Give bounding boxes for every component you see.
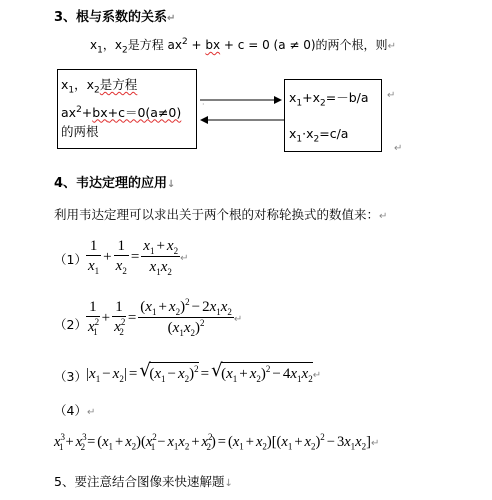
lb-plus: + — [81, 104, 93, 120]
formula-3: $|x_1 - x_2|$ = √ $(x_1 - x_2)^2$ = √ $(x_1 + x_2)^2$ − $4x_1x_2↵$ — [86, 360, 322, 384]
section-5-title — [54, 472, 233, 490]
condition-line-3: 的两根 — [61, 123, 99, 139]
lb-sub2: 2 — [94, 85, 100, 96]
formula-2: $\frac{1}{x^2_1}$ + $\frac{1}{x^2_2}$ = $\frac{(x_1 + x_2)^2 - 2x_1x_2}{(x_1x_2)^2}$ ↵ — [88, 297, 243, 338]
description-text: 利用韦达定理可以求出关于两个根的对称轮换式的数值来： — [54, 207, 380, 222]
vieta-product — [289, 126, 348, 145]
lb-ax: ax — [61, 104, 77, 120]
line-break-mark: ↓ — [167, 179, 176, 190]
rb-x1: x — [289, 90, 297, 105]
section-4-title — [54, 172, 175, 191]
lb-x1: x — [61, 77, 69, 92]
lb-rest: +c＝0(a≠0) — [107, 104, 182, 120]
rb-plus-x2: +x — [302, 90, 321, 105]
intro-plus: + — [187, 38, 206, 52]
rb-psub1: 1 — [296, 134, 303, 145]
paragraph-mark: ↵ — [387, 90, 396, 101]
formula-1-label: （1） — [54, 252, 87, 267]
formula-4: $x^3_1 + x^3_2 = (x_1 + x_2)(x^2_1 - x_1x_2 + x^2_2) = (x_1 + x_2)[(x_1 + x_2)^2$ − $3x_1x_2]↵$ — [54, 432, 380, 452]
formula-2-label: （2） — [54, 317, 87, 332]
lb-sup: 2 — [76, 104, 82, 115]
formula-4-label — [54, 401, 95, 419]
vieta-box — [284, 79, 382, 152]
paragraph-mark: ↵ — [394, 143, 403, 154]
double-arrow-icon — [196, 90, 290, 130]
paragraph-mark: ↵ — [379, 211, 388, 222]
vieta-sum — [289, 88, 369, 109]
formula-3-label: （3） — [54, 369, 87, 384]
condition-line-2 — [61, 101, 181, 122]
rb-sub1: 1 — [296, 98, 303, 109]
section-4-title-text: 4、韦达定理的应用 — [54, 176, 168, 191]
intro-sub1: 1 — [97, 45, 103, 56]
intro-sep: ，x — [102, 38, 122, 52]
svg-text:·: · — [202, 100, 205, 109]
section-3-title — [54, 6, 175, 25]
line-break-mark: ↓ — [224, 478, 233, 489]
description — [54, 205, 387, 223]
intro-line — [90, 36, 396, 55]
paragraph-mark: ↵ — [86, 407, 96, 418]
intro-mid: 是方程 ax — [127, 38, 182, 52]
condition-box — [57, 69, 197, 149]
intro-x: x — [90, 38, 98, 52]
intro-sup: 2 — [181, 37, 188, 47]
formula-4-label-text: （4） — [54, 403, 87, 418]
formula-1: $\frac{1}{x_1}$ + $\frac{1}{x_2}$ = $\frac{x_1 + x_2}{x_1x_2}$ ↵ — [88, 237, 189, 277]
rb-product-value: =c/a — [319, 126, 349, 141]
section-5-title-text: 5、要注意结合图像来快速解题 — [54, 474, 225, 489]
rb-px1: x — [289, 126, 297, 141]
rb-dot-x2: ·x — [302, 126, 314, 141]
rb-psub2: 2 — [313, 134, 320, 145]
intro-sub2: 2 — [121, 45, 128, 56]
lb-x2: ，x — [74, 77, 95, 92]
rb-sum-value: =－b/a — [325, 90, 369, 105]
intro-rest: + c = 0 (a ≠ 0)的两个根，则 — [220, 38, 388, 52]
lb-bx: bx — [92, 104, 108, 120]
paragraph-mark: ↵ — [387, 41, 396, 52]
lb-eq-text: 是方程 — [99, 77, 138, 92]
paragraph-mark: ↵ — [167, 13, 176, 24]
section-3-title-text: 3、根与系数的关系 — [54, 10, 168, 25]
condition-line-1 — [61, 75, 181, 101]
rb-sub2: 2 — [320, 98, 326, 109]
lb-sub1: 1 — [68, 85, 75, 96]
condition-text — [61, 75, 181, 141]
intro-bx: bx — [205, 38, 221, 52]
